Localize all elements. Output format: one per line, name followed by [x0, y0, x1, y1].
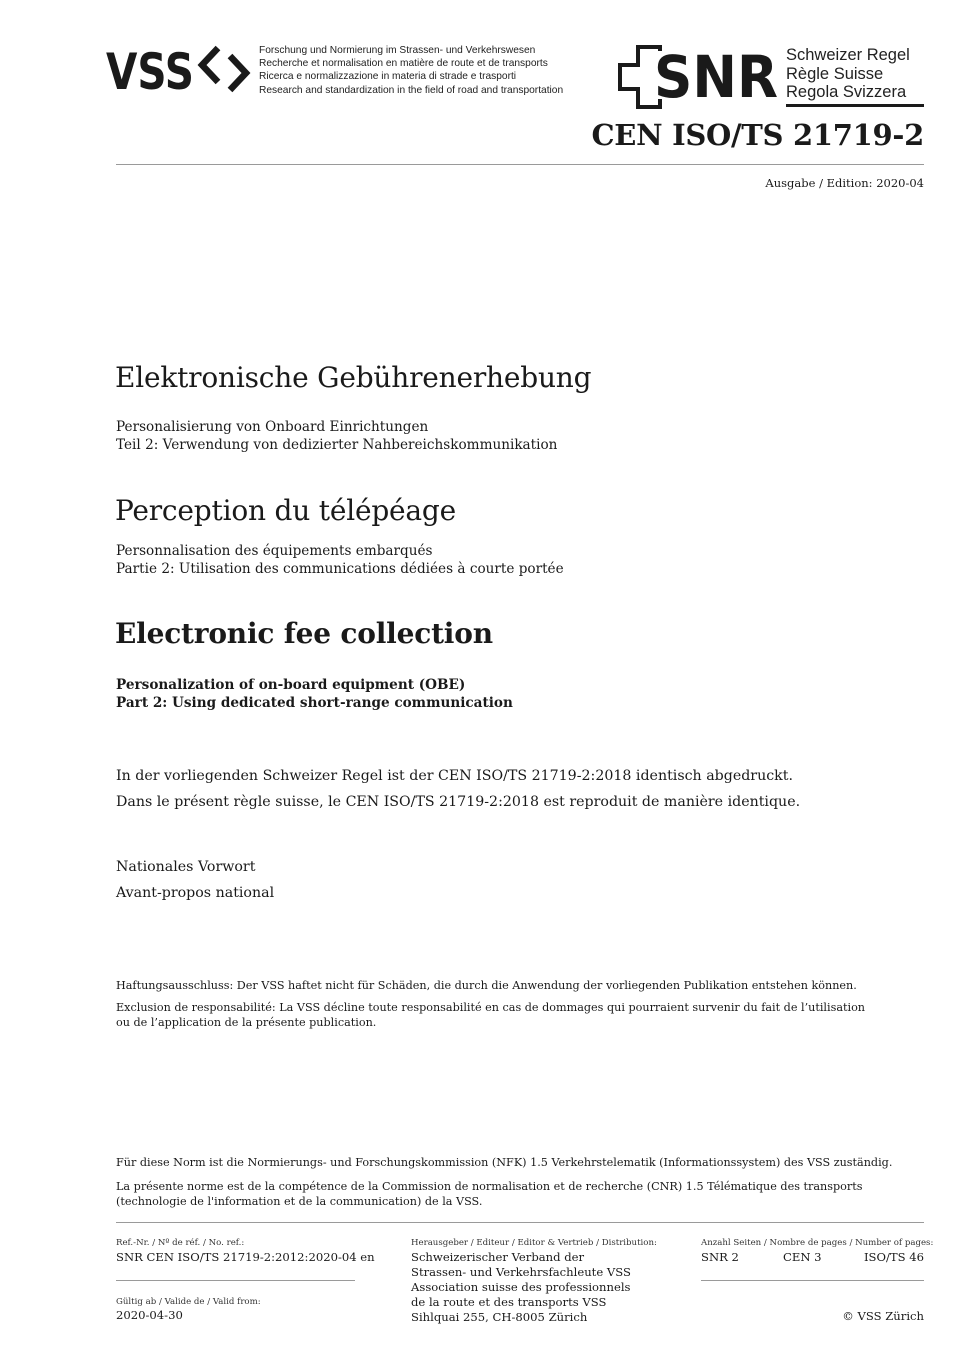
page-count-cen: CEN 3 [783, 1250, 822, 1264]
snr-name-it: Regola Svizzera [786, 83, 907, 101]
subtitle-german [116, 418, 557, 454]
publisher-label: Herausgeber / Editeur / Editor & Vertrieb / Distribution: [411, 1238, 657, 1248]
snr-name-de: Schweizer Regel [786, 46, 910, 64]
title-english: Electronic fee collection [115, 617, 493, 650]
reference-divider [116, 1280, 355, 1281]
subtitle-english [116, 676, 513, 712]
reference-number-value: SNR CEN ISO/TS 21719-2:2012:2020-04 en [116, 1250, 375, 1264]
title-german: Elektronische Gebührenerhebung [115, 361, 592, 394]
copyright-notice: © VSS Zürich [842, 1309, 924, 1323]
publisher-line-1: Schweizerischer Verband der [411, 1250, 585, 1264]
header-divider [116, 164, 924, 165]
identical-note-french: Dans le présent règle suisse, le CEN ISO/TS 21719-2:2018 est reproduit de manière identique. [116, 794, 801, 810]
publisher-line-4: de la route et des transports VSS [411, 1295, 607, 1309]
footer-divider [116, 1222, 924, 1223]
national-foreword-french: Avant-propos national [116, 885, 275, 901]
disclaimer-french-line-1: Exclusion de responsabilité: La VSS décline toute responsabilité en cas de dommages qui pourraient survenir du fait de l’utilisation [116, 1001, 866, 1014]
subtitle-english-line-2: Part 2: Using dedicated short-range communication [116, 695, 513, 711]
subtitle-french-line-1: Personnalisation des équipements embarqués [116, 543, 433, 559]
snr-underline [786, 104, 924, 107]
subtitle-german-line-1: Personalisierung von Onboard Einrichtungen [116, 419, 429, 435]
snr-logo [616, 45, 781, 113]
subtitle-german-line-2: Teil 2: Verwendung von dedizierter Nahbereichskommunikation [116, 437, 558, 453]
publisher-line-2: Strassen- und Verkehrsfachleute VSS [411, 1265, 631, 1279]
snr-logo-text: SNR [654, 45, 778, 111]
national-foreword-german: Nationales Vorwort [116, 859, 256, 875]
vss-tagline-en: Research and standardization in the field of road and transportation [259, 84, 564, 96]
vss-logo [106, 42, 254, 98]
identical-note-german: In der vorliegenden Schweizer Regel ist der CEN ISO/TS 21719-2:2018 identisch abgedruckt. [116, 768, 793, 784]
vss-tagline-fr: Recherche et normalisation en matière de route et de transports [259, 58, 548, 70]
document-number: CEN ISO/TS 21719-2 [591, 118, 924, 152]
page-count-label: Anzahl Seiten / Nombre de pages / Number of pages: [701, 1238, 934, 1248]
page-count-divider [701, 1280, 924, 1281]
publisher-line-5: Sihlquai 255, CH-8005 Zürich [411, 1310, 588, 1324]
commission-note-german: Für diese Norm ist die Normierungs- und Forschungskommission (NFK) 1.5 Verkehrstelematik (Informationssystem) des VSS zuständig. [116, 1156, 893, 1169]
commission-note-french-line-1: La présente norme est de la compétence de la Commission de normalisation et de recherche (CNR) 1.5 Télématique des transports [116, 1180, 863, 1193]
valid-from-value: 2020-04-30 [116, 1308, 183, 1322]
subtitle-english-line-1: Personalization of on-board equipment (OBE) [116, 677, 466, 693]
edition-date: Ausgabe / Edition: 2020-04 [765, 176, 924, 190]
publisher-line-3: Association suisse des professionnels [411, 1280, 631, 1294]
vss-tagline-de: Forschung und Normierung im Strassen- und Verkehrswesen [259, 45, 536, 56]
valid-from-label: Gültig ab / Valide de / Valid from: [116, 1297, 261, 1307]
commission-note-french-line-2: (technologie de l'information et de la communication) de la VSS. [116, 1195, 483, 1208]
subtitle-french [116, 542, 564, 578]
reference-number-label: Ref.-Nr. / Nº de réf. / No. ref.: [116, 1238, 245, 1248]
vss-tagline [259, 44, 563, 97]
disclaimer-french [116, 1000, 865, 1030]
vss-tagline-it: Ricerca e normalizzazione in materia di strade e trasporti [259, 71, 517, 83]
page-count-snr: SNR 2 [701, 1250, 739, 1264]
title-french: Perception du télépéage [115, 494, 456, 527]
snr-name-fr: Règle Suisse [786, 64, 884, 83]
page-count-iso: ISO/TS 46 [863, 1250, 924, 1264]
subtitle-french-line-2: Partie 2: Utilisation des communications dédiées à courte portée [116, 561, 564, 577]
disclaimer-german: Haftungsausschluss: Der VSS haftet nicht für Schäden, die durch die Anwendung der vorliegenden Publikation entstehen können. [116, 979, 857, 992]
disclaimer-french-line-2: ou de l’application de la présente publication. [116, 1016, 377, 1029]
publisher-address [411, 1250, 631, 1325]
commission-note-french [116, 1179, 862, 1209]
snr-names [786, 46, 910, 102]
vss-logo-text: VSS [106, 43, 194, 98]
